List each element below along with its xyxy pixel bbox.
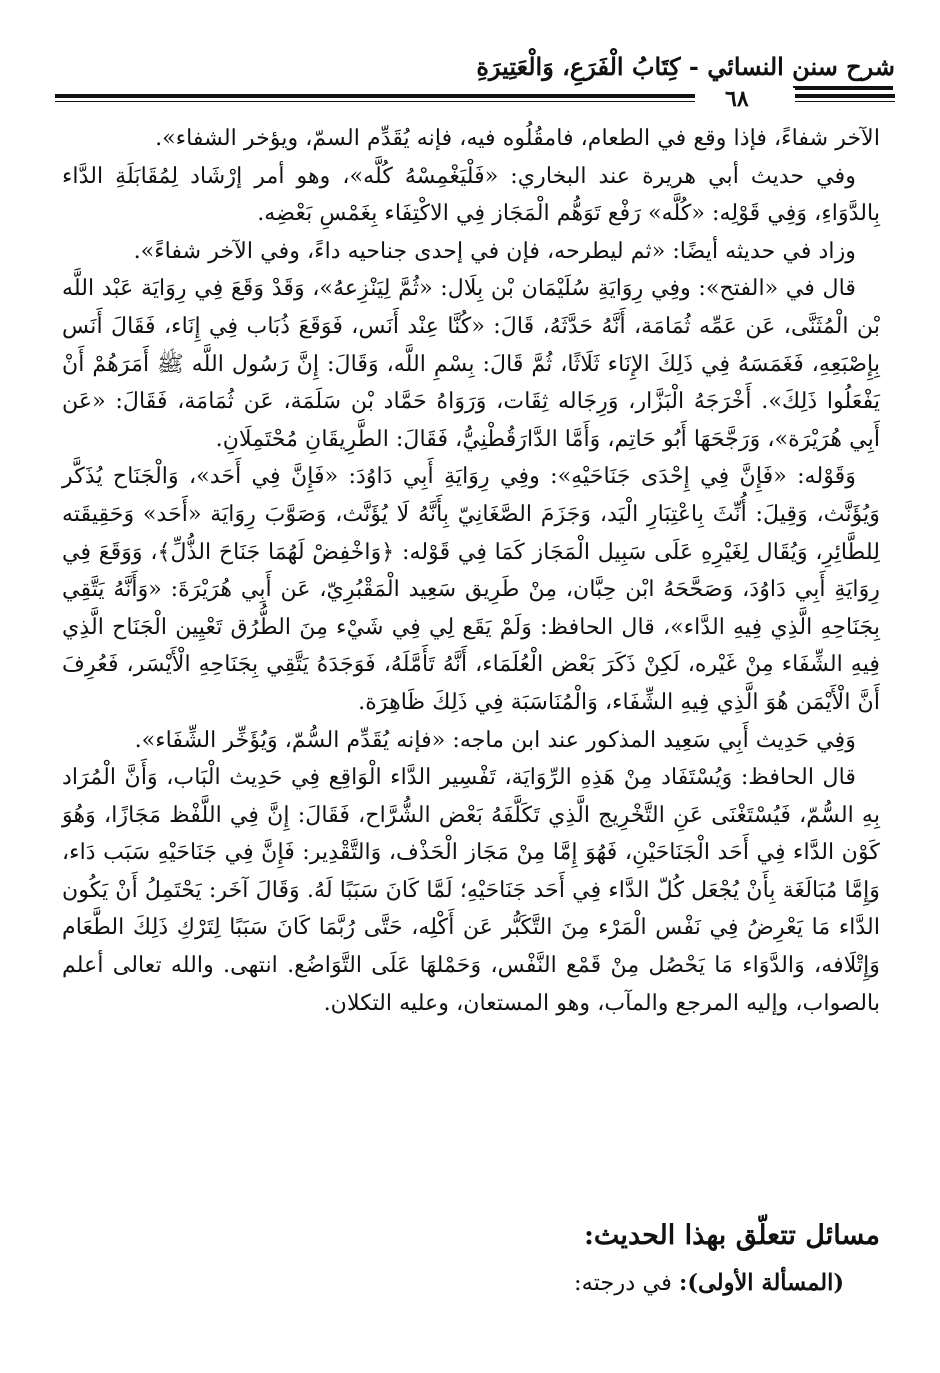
- paragraph: وفي حديث أبي هريرة عند البخاري: «فَلْيَغْمِسْهُ كُلَّه»، وهو أمر إرْشَاد لِمُقَابَلَةِ الدَّاء بِالدَّوَاءِ، وَفِي قَوْلِه: «كُلَّه» رَفْع تَوَهُّم الْمَجَاز فِي الاكْتِفَاء بِغَمْسِ بَعْضِه.: [62, 162, 880, 227]
- paragraph: وزاد في حديثه أيضًا: «ثم ليطرحه، فإن في إحدى جناحيه داءً، وفي الآخر شفاءً».: [133, 237, 856, 264]
- paragraph: الآخر شفاءً، فإذا وقع في الطعام، فامقُلُوه فيه، فإنه يُقَدِّم السمّ، ويؤخر الشفاء».: [155, 125, 880, 151]
- section-heading: مسائل تتعلّق بهذا الحديث:: [583, 1220, 880, 1251]
- sub-heading-text: في درجته:: [574, 1270, 672, 1296]
- sub-heading-label: (المسألة الأولى):: [679, 1270, 844, 1296]
- paragraph: وَقَوْله: «فَإِنَّ فِي إِحْدَى جَنَاحَيْهِ»: وفِي رِوَايَةِ أَبِي دَاوُدَ: «فَإِنَّ فِي أَحَد»، وَالْجَنَاح يُذَكَّر وَيُؤَنَّث، وَقِيلَ: أُنِّثَ بِاعْتِبَارِ الْيَد، وَجَزَمَ الصَّغَانِيّ بِأَنَّهُ لَا يُؤَنَّث، وَصَوَّبَ رِوَايَة «أَحَد» وَحَقِيقَته لِلطَّائِرِ، وَيُقَال لِغَيْرِهِ عَلَى سَبِيل الْمَجَاز كَمَا فِي قَوْله: ﴿وَاخْفِضْ لَهُمَا جَنَاحَ الذُّلِّ﴾، وَوَقَعَ فِي رِوَايَةِ أَبِي دَاوُدَ، وَصَحَّحَهُ ابْن حِبَّان، مِنْ طَرِيق سَعِيد الْمَقْبُرِيّ، عَن أَبِي هُرَيْرَةَ: «وَأَنَّهُ يَتَّقِي بِجَنَاحِهِ الَّذِي فِيهِ الدَّاء»، قال الحافظ: وَلَمْ يَقَع لِي فِي شَيْء مِنَ الطُّرُق تَعْيِين الْجَنَاح الَّذِي فِيهِ الشِّفَاء مِنْ غَيْره، لَكِنْ ذَكَرَ بَعْض الْعُلَمَاء، أَنَّهُ تَأَمَّلَهُ، فَوَجَدَهُ يَتَّقِي بِجَنَاحِهِ الْأَيْسَر، فَعُرِفَ أَنَّ الْأَيْمَن هُوَ الَّذِي فِيهِ الشِّفَاء، وَالْمُنَاسَبَة فِي ذَلِكَ ظَاهِرَة.: [62, 463, 880, 715]
- running-title: شرح سنن النسائي - كِتَابُ الْفَرَعِ، وَالْعَتِيرَةِ: [476, 52, 895, 81]
- page-header: [55, 38, 895, 112]
- sub-heading: [574, 1270, 844, 1296]
- body-text: [62, 120, 880, 1022]
- paragraph: وَفِي حَدِيث أَبِي سَعِيد المذكور عند ابن ماجه: «فإنه يُقَدِّم السُّمّ، وَيُؤَخِّر الشِّفَاء».: [134, 726, 856, 753]
- header-rule-short: [793, 86, 893, 90]
- page-number: ٦٨: [725, 86, 749, 112]
- paragraph: قال في «الفتح»: وفِي رِوَايَةِ سُلَيْمَان بْن بِلَال: «ثُمَّ لِيَنْزِعهُ»، وَقَدْ وَقَعَ فِي رِوَايَة عَبْد اللَّه بْن الْمُثَنَّى، عَن عَمِّه ثُمَامَة، أَنَّهُ حَدَّثَهُ، قَالَ: «كُنَّا عِنْد أَنَس، فَوَقَعَ ذُبَاب فِي إِنَاء، فَقَالَ أَنَس بِإِصْبَعِهِ، فَغَمَسَهُ فِي ذَلِكَ الإِنَاء ثَلَاثًا، ثُمَّ قَالَ: بِسْمِ اللَّه، وَقَالَ: إِنَّ رَسُول اللَّه ﷺ أَمَرَهُمْ أَنْ يَفْعَلُوا ذَلِكَ». أَخْرَجَهُ الْبَزَّار، وَرِجَاله ثِقَات، وَرَوَاهُ حَمَّاد بْن سَلَمَة، عَن ثُمَامَة، فَقَالَ: «عَن أَبِي هُرَيْرَة»، وَرَجَّحَهَا أَبُو حَاتِم، وَأَمَّا الدَّارَقُطْنِيُّ، فَقَالَ: الطَّرِيقَانِ مُحْتَمِلَانِ.: [62, 275, 880, 452]
- paragraph: قال الحافظ: وَيُسْتَفَاد مِنْ هَذِهِ الرِّوَايَة، تَفْسِير الدَّاء الْوَاقِع فِي حَدِيث الْبَاب، وَأَنَّ الْمُرَاد بِهِ السُّمّ، فَيُسْتَغْنَى عَنِ التَّخْرِيج الَّذِي تَكَلَّفَهُ بَعْض الشُّرَّاح، فَقَالَ: إِنَّ فِي اللَّفْظ مَجَازًا، وَهُوَ كَوْن الدَّاء فِي أَحَد الْجَنَاحَيْنِ، فَهُوَ إِمَّا مِنْ مَجَاز الْحَذْف، وَالتَّقْدِير: فَإِنَّ فِي جَنَاحَيْهِ سَبَب دَاء، وَإِمَّا مُبَالَغَة بِأَنْ يُجْعَل كُلّ الدَّاء فِي أَحَد جَنَاحَيْهِ؛ لَمَّا كَانَ سَبَبًا لَهُ. وَقَالَ آخَر: يَحْتَمِلُ أَنْ يَكُون الدَّاء مَا يَعْرِضُ فِي نَفْس الْمَرْء مِنَ التَّكَبُّر عَن أَكْلِه، حَتَّى رُبَّمَا كَانَ سَبَبًا لِتَرْكِ ذَلِكَ الطَّعَام وَإِتْلَافه، وَالدَّوَاء مَا يَحْصُل مِنْ قَمْع النَّفْس، وَحَمْلهَا عَلَى التَّوَاضُع. انتهى. والله تعالى أعلم بالصواب، وإليه المرجع والمآب، وهو المستعان، وعليه التكلان.: [62, 764, 880, 1016]
